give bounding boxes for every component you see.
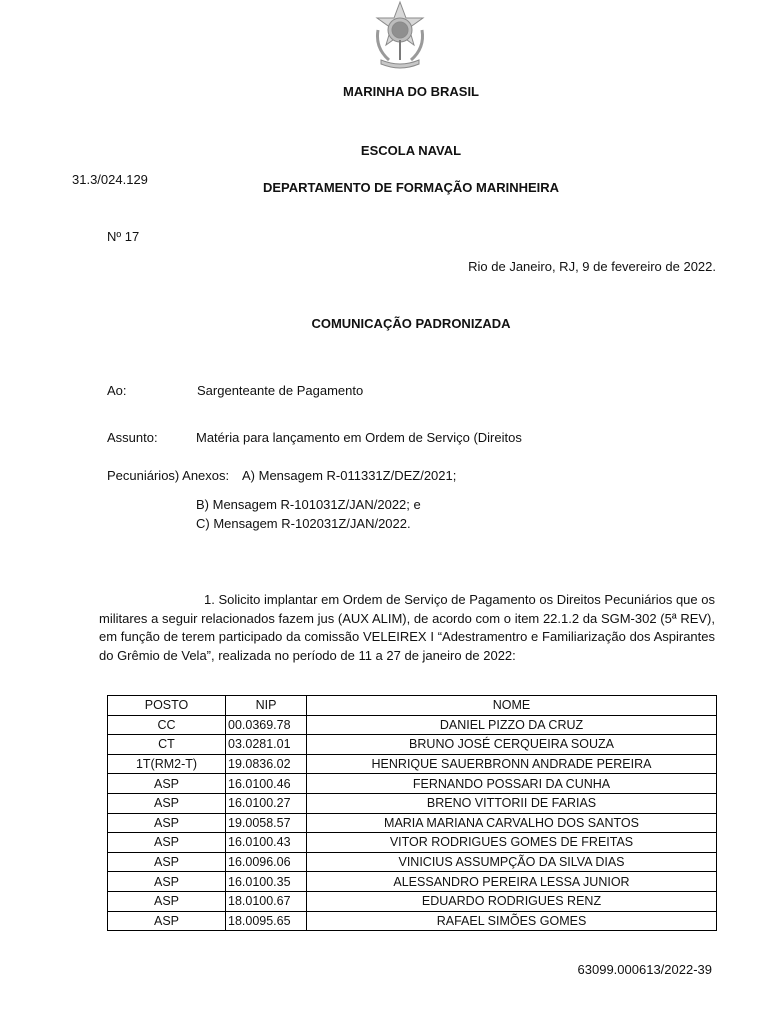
cell-posto: ASP	[108, 813, 226, 833]
cell-nome: RAFAEL SIMÕES GOMES	[307, 911, 717, 931]
table-row	[108, 852, 717, 872]
cell-nip: 16.0100.46	[226, 774, 307, 794]
cell-nome: ALESSANDRO PEREIRA LESSA JUNIOR	[307, 872, 717, 892]
table-row	[108, 735, 717, 755]
cell-posto: ASP	[108, 911, 226, 931]
table-row	[108, 872, 717, 892]
cell-nome: VINICIUS ASSUMPÇÃO DA SILVA DIAS	[307, 852, 717, 872]
cell-nip: 19.0058.57	[226, 813, 307, 833]
cell-posto: ASP	[108, 793, 226, 813]
subject-continuation: Pecuniários) Anexos:	[107, 468, 230, 483]
cell-nip: 16.0100.43	[226, 833, 307, 853]
cell-nome: VITOR RODRIGUES GOMES DE FREITAS	[307, 833, 717, 853]
cell-nip: 16.0096.06	[226, 852, 307, 872]
cell-posto: 1T(RM2-T)	[108, 754, 226, 774]
cell-posto: CT	[108, 735, 226, 755]
addressee-value: Sargenteante de Pagamento	[197, 383, 364, 398]
body-paragraph: 1. Solicito implantar em Ordem de Serviço de Pagamento os Direitos Pecuniários que os militares a seguir relacionados fazem jus (AUX ALIM), de acordo com o item 22.1.2 da SGM-302 (5ª REV), em função de terem participado da comissão VELEIREX I “Adestramentro e Familiarização dos Aspirantes do Grêmio de Vela”, realizada no período de 11 a 27 de janeiro de 2022:	[99, 592, 715, 663]
cell-nome: DANIEL PIZZO DA CRUZ	[307, 715, 717, 735]
table-row	[108, 891, 717, 911]
annex-c: C) Mensagem R-102031Z/JAN/2022.	[196, 516, 411, 531]
cell-nome: EDUARDO RODRIGUES RENZ	[307, 891, 717, 911]
cell-nip: 03.0281.01	[226, 735, 307, 755]
table-row	[108, 793, 717, 813]
subject-label: Assunto:	[107, 430, 158, 445]
annex-a: A) Mensagem R-011331Z/DEZ/2021;	[242, 468, 457, 483]
school-title: ESCOLA NAVAL	[360, 143, 462, 158]
cell-nip: 16.0100.27	[226, 793, 307, 813]
table-row	[108, 813, 717, 833]
table-row	[108, 911, 717, 931]
document-number: Nº 17	[107, 229, 140, 244]
cell-nip: 18.0095.65	[226, 911, 307, 931]
header-nome: NOME	[307, 696, 717, 716]
cell-nip: 19.0836.02	[226, 754, 307, 774]
annex-b: B) Mensagem R-101031Z/JAN/2022; e	[196, 497, 421, 512]
cell-nome: BRUNO JOSÉ CERQUEIRA SOUZA	[307, 735, 717, 755]
document-title: COMUNICAÇÃO PADRONIZADA	[311, 316, 511, 331]
cell-nome: MARIA MARIANA CARVALHO DOS SANTOS	[307, 813, 717, 833]
table-header-row	[108, 696, 717, 716]
cell-nip: 16.0100.35	[226, 872, 307, 892]
table-row	[108, 833, 717, 853]
cell-posto: ASP	[108, 833, 226, 853]
cell-nome: BRENO VITTORII DE FARIAS	[307, 793, 717, 813]
table-row	[108, 754, 717, 774]
reference-code: 31.3/024.129	[72, 172, 148, 187]
table-row	[108, 715, 717, 735]
table-row	[108, 774, 717, 794]
subject-value: Matéria para lançamento em Ordem de Serviço (Direitos	[196, 430, 522, 445]
members-table	[107, 695, 717, 931]
department-title: DEPARTAMENTO DE FORMAÇÃO MARINHEIRA	[262, 180, 560, 195]
cell-nome: FERNANDO POSSARI DA CUNHA	[307, 774, 717, 794]
cell-nip: 18.0100.67	[226, 891, 307, 911]
cell-posto: ASP	[108, 891, 226, 911]
cell-nip: 00.0369.78	[226, 715, 307, 735]
cell-posto: ASP	[108, 774, 226, 794]
date-line: Rio de Janeiro, RJ, 9 de fevereiro de 2022.	[468, 259, 716, 274]
protocol-number: 63099.000613/2022-39	[577, 962, 712, 977]
coat-of-arms-icon	[369, 0, 431, 72]
header-posto: POSTO	[108, 696, 226, 716]
cell-nome: HENRIQUE SAUERBRONN ANDRADE PEREIRA	[307, 754, 717, 774]
cell-posto: ASP	[108, 852, 226, 872]
addressee-label: Ao:	[107, 383, 127, 398]
org-title: MARINHA DO BRASIL	[342, 84, 479, 99]
cell-posto: CC	[108, 715, 226, 735]
header-nip: NIP	[226, 696, 307, 716]
cell-posto: ASP	[108, 872, 226, 892]
table-body	[108, 715, 717, 931]
